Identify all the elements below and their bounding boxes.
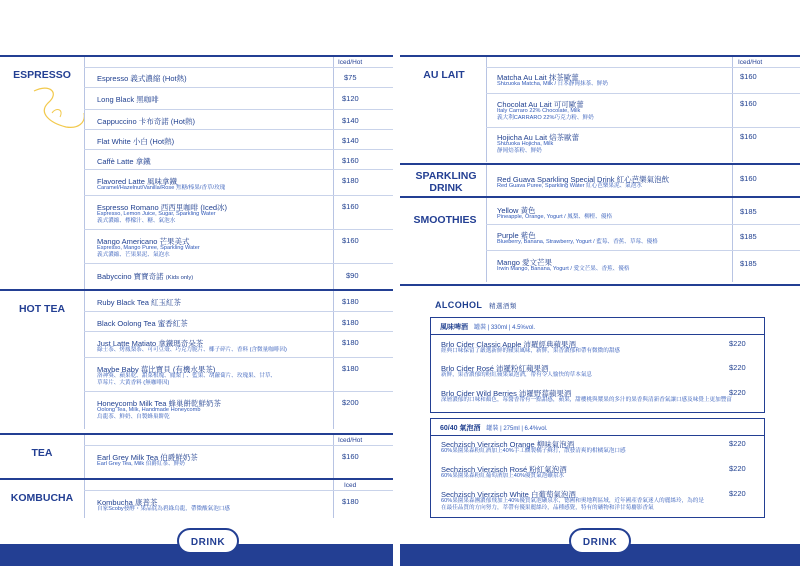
column-divider xyxy=(84,480,85,518)
item-description: Shizuoka Matcha, Milk / 日本靜岡抹茶、鮮奶 xyxy=(497,81,608,87)
section-divider xyxy=(0,478,393,480)
column-divider xyxy=(486,198,487,282)
item-price: $160 xyxy=(740,174,757,183)
item-price: $185 xyxy=(740,259,757,268)
item-price: $160 xyxy=(342,156,359,165)
item-name: Hojicha Au Lait 焙茶歐蕾 xyxy=(497,133,580,142)
category-title: HOT TEA xyxy=(18,303,66,315)
beer-box xyxy=(430,317,765,413)
item-description: Pineapple, Orange, Yogurt / 鳳梨、柳橙、優格 xyxy=(497,214,613,220)
section-divider xyxy=(0,433,393,435)
column-divider xyxy=(486,165,487,196)
item-price: $90 xyxy=(346,271,359,280)
item-name: Kombucha 康普茶 xyxy=(97,498,158,507)
box-spec: 罐裝 | 330ml | 4.5%vol. xyxy=(473,325,536,331)
box-title: 60/40 氣泡酒 xyxy=(440,425,481,432)
item-description: 義式濃縮、芒果果泥、氣泡水 xyxy=(97,252,170,258)
item-name: Cappuccino 卡布奇諾 (Hot熱) xyxy=(97,117,195,126)
item-name: Sechzisch Vierzisch White 白葡萄氣泡酒 xyxy=(441,490,576,499)
category-title: SPARKLING DRINK xyxy=(415,170,477,194)
item-divider xyxy=(84,391,393,392)
item-description: 義式濃縮、檸檬汁、糖、氣泡水 xyxy=(97,218,176,224)
item-name: Flavored Latte 風味拿鐵 xyxy=(97,177,178,186)
item-price: $180 xyxy=(342,338,359,347)
item-price: $180 xyxy=(342,364,359,373)
item-price: $220 xyxy=(729,339,746,348)
item-description: 60%果園果森粉紅酒加上40%手工釀製橘子蘇打，散發清爽的柑橘氣泡口感 xyxy=(441,448,626,454)
item-name: Espresso Romano 西西里咖啡 (Iced冰) xyxy=(97,203,228,212)
menu-item xyxy=(84,445,393,467)
menu-item xyxy=(84,263,393,281)
menu-item xyxy=(486,127,800,154)
item-name: Flat White 小白 (Hot熱) xyxy=(97,137,175,146)
menu-item xyxy=(84,311,393,328)
menu-item xyxy=(84,331,393,353)
item-name: Honeycomb Milk Tea 蜂巢餅乾鮮奶茶 xyxy=(97,399,222,408)
sparkling-drink-section xyxy=(400,163,800,196)
drink-footer-label: DRINK xyxy=(569,528,631,554)
box-title: 風味啤酒 xyxy=(440,324,468,331)
alcohol-top-rule xyxy=(400,284,800,286)
item-price: $185 xyxy=(740,207,757,216)
espresso-section xyxy=(0,55,393,289)
item-price: $220 xyxy=(729,388,746,397)
item-description: 深層濃郁的口味和顏色，莓醬香帶有一點甜感，蘋果，甜櫻桃與漿果的多汁的果香與清新香氣讓口感及味覺上更加豐富 xyxy=(441,397,732,403)
column-divider xyxy=(333,57,334,289)
item-name: Mango Americano 芒果美式 xyxy=(97,237,190,246)
item-price: $200 xyxy=(342,398,359,407)
menu-item xyxy=(84,490,393,512)
category-title: TEA xyxy=(31,447,53,459)
item-divider xyxy=(84,195,393,196)
menu-item xyxy=(84,357,393,386)
item-price: $220 xyxy=(729,464,746,473)
alcohol-title-zh: 精選酒類 xyxy=(489,303,517,310)
column-divider xyxy=(486,57,487,162)
item-price: $220 xyxy=(729,439,746,448)
item-description: 義大利CARRARO 22%巧克力粉、鮮奶 xyxy=(497,115,594,121)
decorative-swirl-icon xyxy=(30,83,90,139)
item-description: Caramel/Hazelnut/Vanilla/Rose 焦糖/榛果/香草/玫瑰 xyxy=(97,185,226,191)
menu-item xyxy=(84,67,393,83)
item-description: Oolong Tea, Milk, Handmade Honeycomb xyxy=(97,407,201,413)
item-divider xyxy=(84,129,393,130)
box-divider xyxy=(431,334,764,335)
item-name xyxy=(97,271,193,282)
item-name-note: (Kids only) xyxy=(165,275,194,281)
item-description: 綠士茶、烤鳳梨茶、可可豆殼、巧克力脆片、椰子碎片、香料 (含微量咖啡因) xyxy=(97,347,287,353)
column-divider xyxy=(732,57,733,162)
section-divider xyxy=(400,55,800,57)
column-divider xyxy=(333,435,334,478)
item-description: Irwin Mango, Banana, Yogurt / 愛文芒果、香蕉、優格 xyxy=(497,266,630,272)
item-description: Espresso, Mango Puree, Sparkling Water xyxy=(97,245,200,251)
item-price: $160 xyxy=(342,452,359,461)
item-name: Brlo Cider Wild Berries 沛羅野莓蘋果酒 xyxy=(441,389,572,398)
item-name: Sechzisch Vierzisch Rosé 粉紅氣泡酒 xyxy=(441,465,567,474)
smoothies-section xyxy=(400,196,800,282)
item-price: $180 xyxy=(342,497,359,506)
item-name: Brlo Cider Classic Apple 沛羅經典蘋果酒 xyxy=(441,340,577,349)
item-name: Just Latte Matiato 拿鐵瑪奇朵茶 xyxy=(97,339,204,348)
item-price: $180 xyxy=(342,297,359,306)
column-divider xyxy=(732,198,733,282)
menu-item xyxy=(84,169,393,191)
item-name-text: Babyccino 寶寶奇諾 xyxy=(97,272,164,281)
item-price: $185 xyxy=(740,232,757,241)
drink-footer-label: DRINK xyxy=(177,528,239,554)
item-name: Mango 愛文芒果 xyxy=(497,258,553,267)
item-description: Red Guava Puree, Sparkling Water 紅心芭樂果泥、氣泡水 xyxy=(497,183,642,189)
menu-item xyxy=(486,93,800,121)
menu-item xyxy=(84,229,393,258)
column-divider xyxy=(732,165,733,196)
item-divider xyxy=(84,445,393,446)
item-description: Italy Carraro 22% Chocolate, Milk xyxy=(497,108,581,114)
item-divider xyxy=(486,224,800,225)
item-description: 烏龍茶、鮮奶、自製蜂巢餅乾 xyxy=(97,414,170,420)
item-description: 60%果園果森粉紅葡萄酒加上40%優質氣泡礦泉水 xyxy=(441,473,565,479)
box-spec: 罐裝 | 275ml | 6.4%vol. xyxy=(486,426,548,432)
section-divider xyxy=(0,55,393,57)
item-divider xyxy=(84,149,393,150)
item-description: Earl Grey Tea, Milk 伯爵紅茶、鮮奶 xyxy=(97,461,185,467)
item-price: $160 xyxy=(740,99,757,108)
item-divider xyxy=(84,87,393,88)
item-divider xyxy=(486,93,800,94)
item-price: $220 xyxy=(729,489,746,498)
menu-item xyxy=(486,250,800,272)
menu-item xyxy=(84,149,393,166)
box-divider xyxy=(431,435,764,436)
item-price: $160 xyxy=(342,202,359,211)
item-price: $160 xyxy=(342,236,359,245)
menu-item xyxy=(486,67,800,87)
kombucha-section xyxy=(0,478,393,518)
item-description: 60%果園果森團濃郁飛加上40%優質氣泡礦泉水，德國和奧地利區域，近年國產香氣迷人的麗絲玲，為的是 xyxy=(441,498,704,504)
item-price: $140 xyxy=(342,136,359,145)
item-divider xyxy=(486,250,800,251)
item-price: $180 xyxy=(342,176,359,185)
item-description: 靜岡焙茶粉、鮮奶 xyxy=(497,148,542,154)
left-menu-page xyxy=(0,0,393,566)
item-name: Yellow 黃色 xyxy=(497,206,536,215)
menu-item xyxy=(486,198,800,220)
item-name: Long Black 黑咖啡 xyxy=(97,95,159,104)
item-name: Black Oolong Tea 蜜香紅茶 xyxy=(97,319,188,328)
item-divider xyxy=(84,169,393,170)
menu-item xyxy=(486,224,800,245)
tea-section xyxy=(0,433,393,478)
category-title: AU LAIT xyxy=(423,69,465,81)
item-name: Ruby Black Tea 紅玉紅茶 xyxy=(97,298,182,307)
section-divider xyxy=(400,284,800,286)
item-description: 草莓片、大黃香料 (無咖啡因) xyxy=(97,380,170,386)
category-title: KOMBUCHA xyxy=(10,492,74,504)
item-price: $220 xyxy=(729,363,746,372)
item-name: Espresso 義式濃縮 (Hot熱) xyxy=(97,74,187,83)
item-divider xyxy=(84,311,393,312)
item-description: 在最佳品質的方向努力，萃帶有優果麗絲玲，品種感覺，特有的礦物和洋甘菊麝影香氣 xyxy=(441,505,654,511)
category-title: ESPRESSO xyxy=(13,69,71,81)
hot-tea-section xyxy=(0,289,393,429)
item-description: 新鮮，果香濃郁的粉紅蘋果氣泡酒，帶有令人愉快的草本氣息 xyxy=(441,372,593,378)
alcohol-title xyxy=(435,300,517,310)
column-divider xyxy=(333,480,334,518)
box-header xyxy=(440,423,548,433)
item-price: $120 xyxy=(342,94,359,103)
item-description: Shizuoka Hojicha, Milk xyxy=(497,141,554,147)
item-divider xyxy=(84,229,393,230)
item-price: $75 xyxy=(344,73,357,82)
item-price: $140 xyxy=(342,116,359,125)
sparkling-wine-box xyxy=(430,418,765,518)
item-description: Espresso, Lemon Juice, Sugar, Sparkling Water xyxy=(97,211,216,217)
column-divider xyxy=(84,57,85,289)
item-name: Sechzisch Vierzisch Orange 柳味氣泡酒 xyxy=(441,440,575,449)
menu-item xyxy=(84,391,393,420)
item-price: $180 xyxy=(342,318,359,327)
box-header xyxy=(440,322,535,332)
item-description: Blueberry, Banana, Strawberry, Yogurt / 藍莓、香蕉、草莓、優格 xyxy=(497,239,658,245)
right-menu-page xyxy=(400,0,800,566)
item-description: 經典口味保留了嚴選新鮮的蘋果風味，新鮮，果香濃郁和帶有微微的甜感 xyxy=(441,348,621,354)
item-divider xyxy=(84,490,393,491)
item-divider xyxy=(84,109,393,110)
item-divider xyxy=(84,357,393,358)
iced-hot-label: Iced/Hot xyxy=(338,437,363,444)
item-divider xyxy=(84,67,393,68)
iced-hot-label: Iced/Hot xyxy=(738,59,763,66)
alcohol-title-en: ALCOHOL xyxy=(435,300,483,310)
item-divider xyxy=(486,127,800,128)
menu-item xyxy=(84,109,393,126)
item-name: Red Guava Sparkling Special Drink 紅心芭樂氣泡飲 xyxy=(497,175,670,184)
item-description: 洛神葵、蘋果乾、甜菜根塊、鳳梨丁、藍果、胡蘿蔔片、玫瑰果、甘草、 xyxy=(97,373,277,379)
item-name: Chocolat Au Lait 可可歐蕾 xyxy=(497,100,584,109)
column-divider xyxy=(84,435,85,478)
au-lait-section xyxy=(400,55,800,162)
menu-item xyxy=(84,129,393,146)
item-divider xyxy=(486,67,800,68)
item-name: Purple 紫色 xyxy=(497,231,536,240)
category-title: SMOOTHIES xyxy=(413,214,477,226)
item-description: 自家Scoby發酵・果品底為碧綠烏龍，帶微酸氣泡口感 xyxy=(97,506,231,512)
menu-item xyxy=(84,291,393,307)
item-name: Matcha Au Lait 抹茶歐蕾 xyxy=(497,73,579,82)
item-name: Brlo Cider Rosé 沛羅粉紅蘋果酒 xyxy=(441,364,549,373)
item-name: Maybe Baby 莓比寶貝 (有機水果茶) xyxy=(97,365,216,374)
iced-hot-label: Iced/Hot xyxy=(338,59,363,66)
menu-item xyxy=(84,195,393,224)
item-price: $160 xyxy=(740,132,757,141)
iced-label: Iced xyxy=(344,482,357,489)
item-divider xyxy=(84,331,393,332)
item-price: $160 xyxy=(740,72,757,81)
item-divider xyxy=(84,263,393,264)
item-name: Earl Grey Milk Tea 伯爵鮮奶茶 xyxy=(97,453,198,462)
menu-item xyxy=(84,87,393,104)
menu-item xyxy=(486,165,800,189)
item-name: Caffè Latte 拿鐵 xyxy=(97,157,151,166)
